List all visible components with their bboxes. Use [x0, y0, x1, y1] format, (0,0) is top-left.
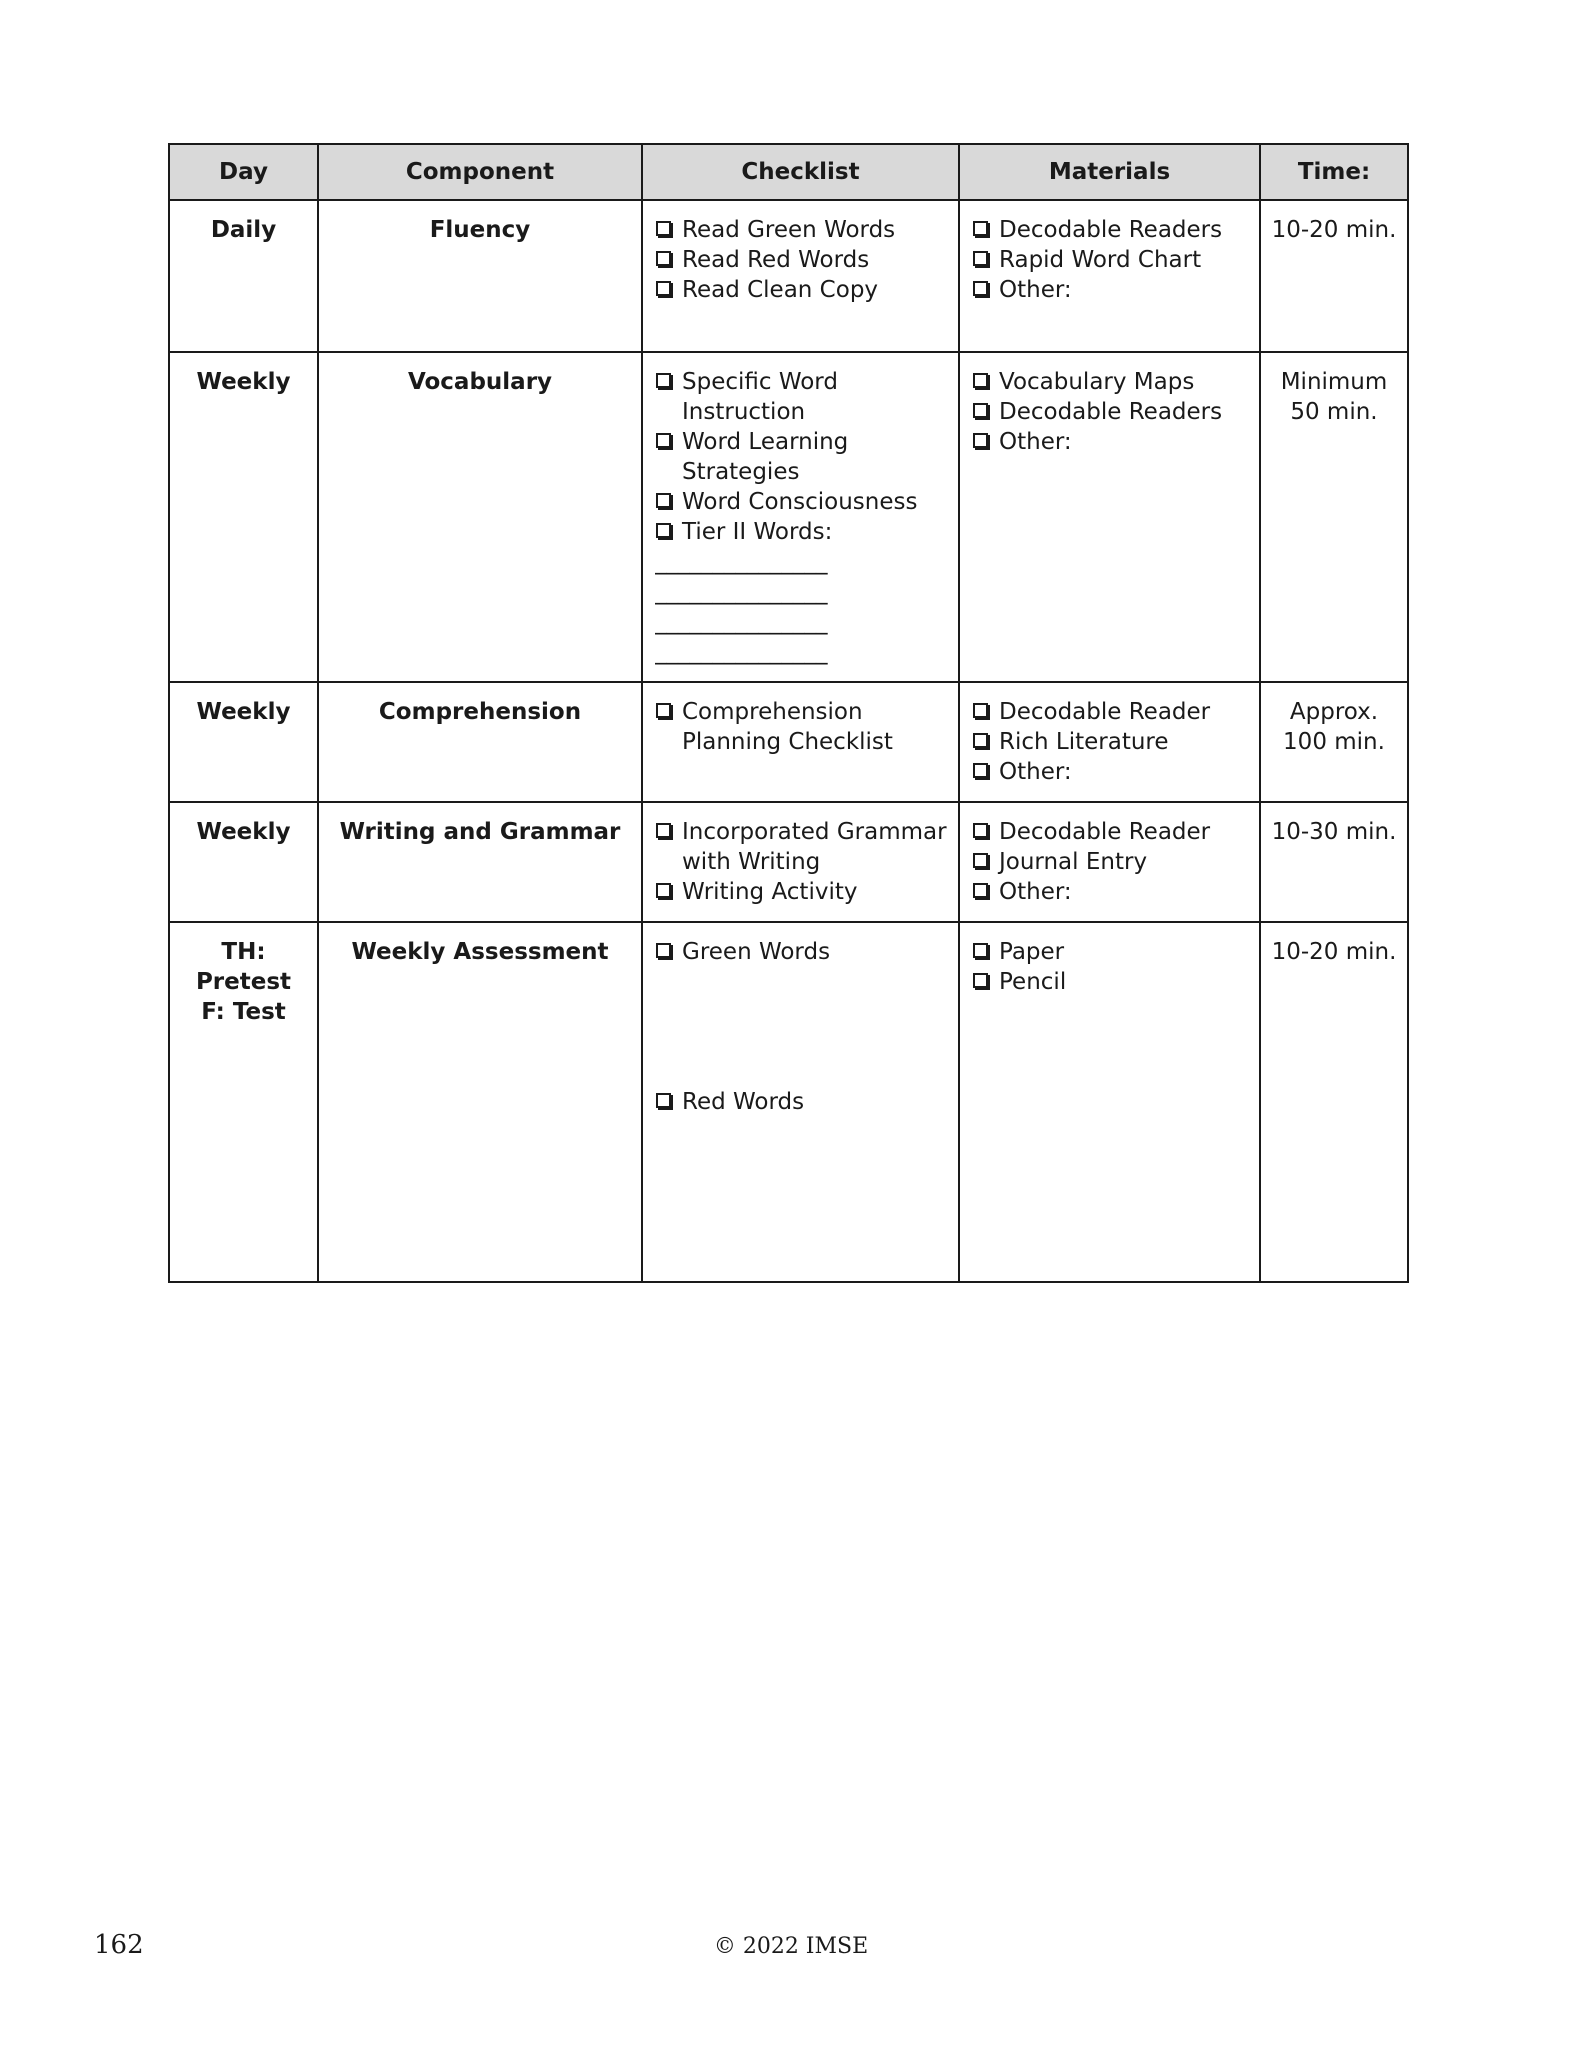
materials-item[interactable]: Journal Entry	[972, 847, 1253, 877]
checklist-item[interactable]: Green Words	[655, 937, 952, 967]
header-row	[169, 144, 1408, 200]
checkbox-icon[interactable]	[656, 433, 671, 448]
checkbox-icon[interactable]	[973, 221, 988, 236]
checkbox-icon[interactable]	[656, 943, 671, 958]
checklist-item[interactable]: Comprehension Planning Checklist	[655, 697, 952, 757]
checkbox-icon[interactable]	[656, 281, 671, 296]
checkbox-icon[interactable]	[656, 493, 671, 508]
materials-item[interactable]: Vocabulary Maps	[972, 367, 1253, 397]
checkbox-icon[interactable]	[656, 251, 671, 266]
checklist-item[interactable]: Specific Word Instruction	[655, 367, 952, 427]
checkbox-icon[interactable]	[973, 433, 988, 448]
materials-cell	[959, 922, 1260, 1282]
materials-item[interactable]: Decodable Reader	[972, 697, 1253, 727]
checkbox-icon[interactable]	[973, 943, 988, 958]
checkbox-icon[interactable]	[973, 883, 988, 898]
materials-item[interactable]: Decodable Reader	[972, 817, 1253, 847]
checklist-item[interactable]: Red Words	[655, 1087, 952, 1117]
checkbox-icon[interactable]	[656, 703, 671, 718]
day-label: Pretest	[195, 969, 292, 995]
checkbox-icon[interactable]	[973, 763, 988, 778]
table-row	[169, 200, 1408, 352]
materials-item[interactable]: Paper	[972, 937, 1253, 967]
day-label: Weekly	[196, 369, 291, 395]
write-in-line[interactable]: _______________	[655, 579, 828, 605]
checkbox-icon[interactable]	[973, 853, 988, 868]
materials-item[interactable]: Decodable Readers	[972, 397, 1253, 427]
checkbox-icon[interactable]	[973, 973, 988, 988]
copyright-notice: © 2022 IMSE	[713, 1934, 869, 1959]
checklist-item[interactable]: Writing Activity	[655, 877, 952, 907]
checklist-cell	[642, 802, 959, 922]
day-cell	[169, 682, 318, 802]
component-cell: Writing and Grammar	[318, 802, 642, 922]
materials-item[interactable]: Decodable Readers	[972, 215, 1253, 245]
day-label: Weekly	[196, 819, 291, 845]
checkbox-icon[interactable]	[656, 883, 671, 898]
checklist-cell	[642, 682, 959, 802]
materials-cell	[959, 200, 1260, 352]
table-row	[169, 802, 1408, 922]
time-cell: 10-20 min.	[1260, 922, 1408, 1282]
component-cell: Comprehension	[318, 682, 642, 802]
write-in-line[interactable]: _______________	[655, 639, 828, 665]
table-row	[169, 352, 1408, 682]
write-in-line[interactable]: _______________	[655, 609, 828, 635]
write-in-space[interactable]	[655, 967, 952, 1087]
checklist-item[interactable]: Read Red Words	[655, 245, 952, 275]
checkbox-icon[interactable]	[973, 403, 988, 418]
write-in-line[interactable]: _______________	[655, 549, 828, 575]
day-cell	[169, 802, 318, 922]
day-cell	[169, 922, 318, 1282]
checklist-cell	[642, 922, 959, 1282]
time-cell: 10-30 min.	[1260, 802, 1408, 922]
day-label: F: Test	[201, 999, 286, 1025]
checkbox-icon[interactable]	[973, 703, 988, 718]
header-day: Day	[169, 144, 318, 200]
checkbox-icon[interactable]	[656, 1093, 671, 1108]
checklist-cell	[642, 200, 959, 352]
checkbox-icon[interactable]	[973, 373, 988, 388]
component-cell: Weekly Assessment	[318, 922, 642, 1282]
materials-item[interactable]: Pencil	[972, 967, 1253, 997]
day-cell	[169, 352, 318, 682]
day-label: TH:	[221, 939, 266, 965]
checkbox-icon[interactable]	[973, 733, 988, 748]
checklist-item[interactable]: Tier II Words:	[655, 517, 952, 547]
time-cell: Minimum 50 min.	[1260, 352, 1408, 682]
materials-item[interactable]: Rapid Word Chart	[972, 245, 1253, 275]
checkbox-icon[interactable]	[656, 221, 671, 236]
checkbox-icon[interactable]	[973, 281, 988, 296]
header-component: Component	[318, 144, 642, 200]
header-checklist: Checklist	[642, 144, 959, 200]
time-cell: 10-20 min.	[1260, 200, 1408, 352]
checklist-cell	[642, 352, 959, 682]
materials-item[interactable]: Other:	[972, 275, 1253, 305]
materials-cell	[959, 352, 1260, 682]
materials-item[interactable]: Other:	[972, 757, 1253, 787]
header-time: Time:	[1260, 144, 1408, 200]
time-cell: Approx. 100 min.	[1260, 682, 1408, 802]
materials-item[interactable]: Other:	[972, 877, 1253, 907]
checkbox-icon[interactable]	[656, 823, 671, 838]
checklist-item[interactable]: Read Clean Copy	[655, 275, 952, 305]
component-cell: Vocabulary	[318, 352, 642, 682]
component-cell: Fluency	[318, 200, 642, 352]
materials-item[interactable]: Other:	[972, 427, 1253, 457]
checklist-item[interactable]: Word Learning Strategies	[655, 427, 952, 487]
table-row	[169, 922, 1408, 1282]
header-materials: Materials	[959, 144, 1260, 200]
day-label: Daily	[210, 217, 277, 243]
materials-item[interactable]: Rich Literature	[972, 727, 1253, 757]
materials-cell	[959, 682, 1260, 802]
checkbox-icon[interactable]	[973, 251, 988, 266]
day-cell	[169, 200, 318, 352]
checkbox-icon[interactable]	[656, 373, 671, 388]
checkbox-icon[interactable]	[973, 823, 988, 838]
checklist-item[interactable]: Read Green Words	[655, 215, 952, 245]
checklist-item[interactable]: Incorporated Grammar with Writing	[655, 817, 952, 877]
table-row	[169, 682, 1408, 802]
checklist-item[interactable]: Word Consciousness	[655, 487, 952, 517]
checkbox-icon[interactable]	[656, 523, 671, 538]
lesson-plan-table	[168, 143, 1409, 1283]
day-label: Weekly	[196, 699, 291, 725]
materials-cell	[959, 802, 1260, 922]
page-number: 162	[94, 1930, 144, 1960]
